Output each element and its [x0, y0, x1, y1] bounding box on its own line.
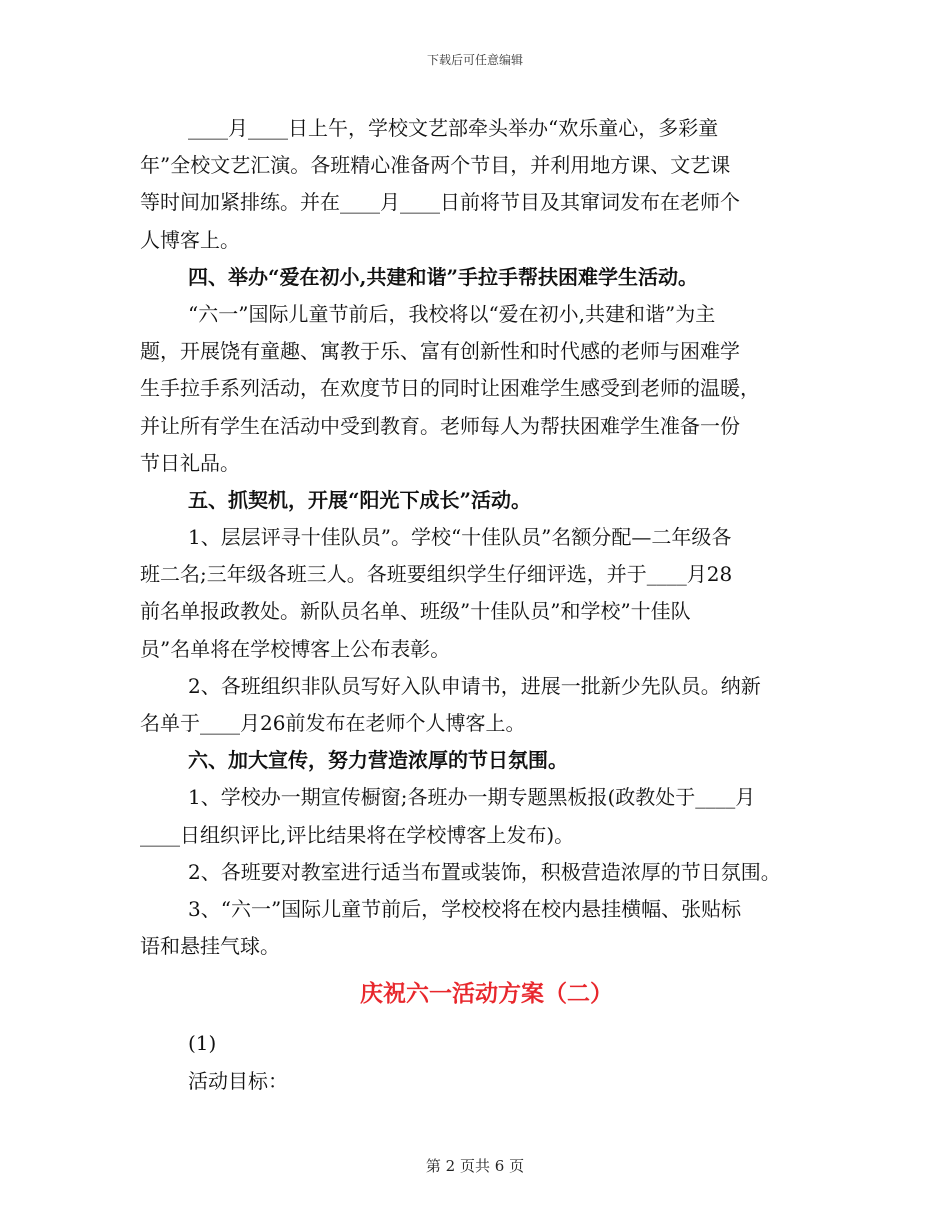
paragraph-line: 并让所有学生在活动中受到教育。老师每人为帮扶困难学生准备一份	[140, 413, 740, 438]
paragraph-line: ____日组织评比,评比结果将在学校博客上发布)。	[140, 822, 575, 847]
goal-label: 活动目标：	[188, 1068, 288, 1093]
paragraph-line: 2、各班要对教室进行适当布置或装饰，积极营造浓厚的节日氛围。	[188, 859, 781, 884]
section-heading-4: 四、举办“爱在初小,共建和谐”手拉手帮扶困难学生活动。	[188, 264, 698, 289]
paragraph-line: 人博客上。	[140, 227, 240, 252]
paragraph-line: 班二名;三年级各班三人。各班要组织学生仔细评选，并于____月28	[140, 562, 733, 587]
page-number-footer: 第 2 页共 6 页	[425, 1157, 525, 1175]
paragraph-line: 1、层层评寻十佳队员”。学校“十佳队员”名额分配—二年级各	[188, 525, 732, 550]
paragraph-line: ____月____日上午，学校文艺部牵头举办“欢乐童心，多彩童	[188, 116, 719, 140]
section-heading-5: 五、抓契机，开展“阳光下成长”活动。	[188, 487, 532, 512]
document-body	[140, 110, 815, 1100]
section-title: 庆祝六一活动方案（二）	[360, 980, 613, 1008]
item-number: (1)	[188, 1031, 217, 1056]
paragraph-line: 生手拉手系列活动，在欢度节日的同时让困难学生感受到老师的温暖，	[140, 376, 760, 401]
paragraph-line: 等时间加紧排练。并在____月____日前将节目及其窜词发布在老师个	[140, 190, 740, 215]
paragraph-line: 2、各班组织非队员写好入队申请书，进展一批新少先队员。纳新	[188, 673, 761, 698]
paragraph-line: 3、“六一”国际儿童节前后，学校校将在校内悬挂横幅、张贴标	[188, 896, 742, 921]
paragraph-line: 年”全校文艺汇演。各班精心准备两个节目，并利用地方课、文艺课	[140, 153, 731, 178]
paragraph-line: 题，开展饶有童趣、寓教于乐、富有创新性和时代感的老师与困难学	[140, 339, 740, 364]
paragraph-line: “六一”国际儿童节前后，我校将以“爱在初小,共建和谐”为主	[188, 301, 716, 326]
paragraph-line: 名单于____月26前发布在老师个人博客上。	[140, 711, 526, 735]
paragraph-line: 员”名单将在学校博客上公布表彰。	[140, 636, 451, 661]
section-heading-6: 六、加大宣传，努力营造浓厚的节日氛围。	[188, 748, 568, 773]
paragraph-line: 1、学校办一期宣传橱窗;各班办一期专题黑板报(政教处于____月	[188, 785, 756, 810]
paragraph-line: 语和悬挂气球。	[140, 934, 280, 959]
paragraph-line: 节日礼品。	[140, 450, 240, 475]
paragraph-line: 前名单报政教处。新队员名单、班级”十佳队员”和学校”十佳队	[140, 599, 691, 624]
header-note: 下载后可任意编辑	[426, 53, 523, 67]
